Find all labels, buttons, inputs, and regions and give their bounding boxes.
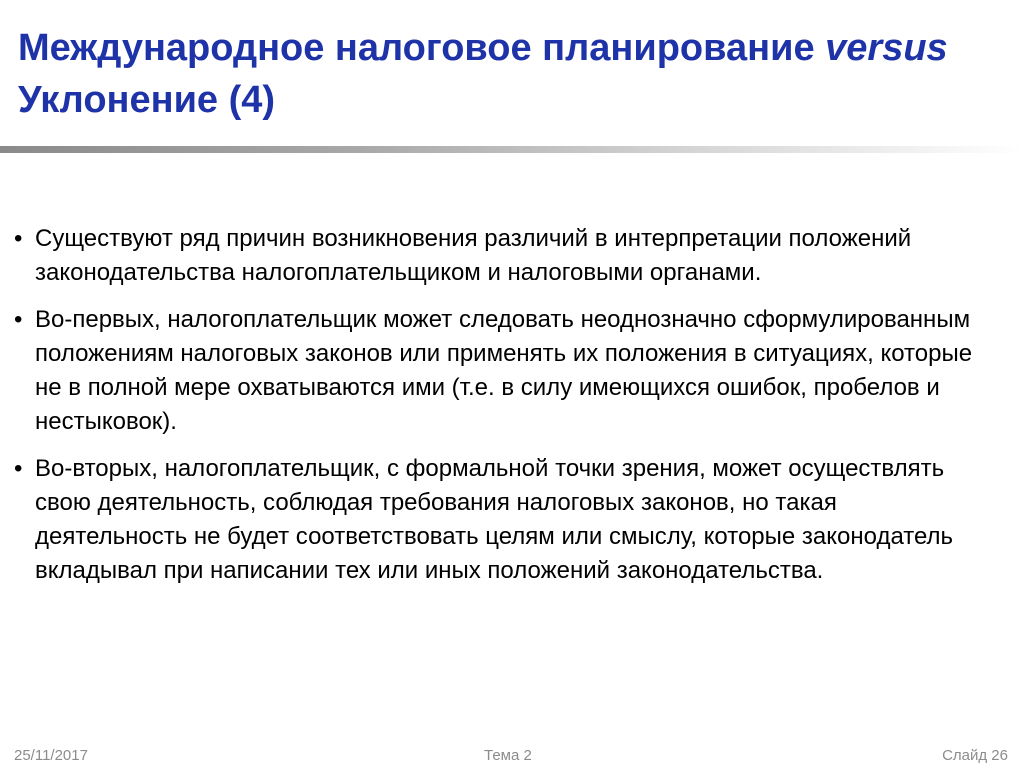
bullet-item [14,303,994,439]
slide-title-part1: Международное налоговое планирование [18,27,826,69]
footer-date: 25/11/2017 [14,747,88,764]
footer-slide-number: Слайд 26 [942,747,1008,764]
title-divider [0,146,1024,153]
bullet-icon: • [14,225,23,252]
bullet-item [14,222,994,290]
bullet-item [14,452,994,588]
slide-title-italic: versus [825,27,948,69]
bullet-list [14,222,994,601]
bullet-icon: • [14,455,23,482]
bullet-icon: • [14,306,23,333]
slide-title-part2: Уклонение (4) [18,79,276,121]
bullet-text: Во-вторых, налогоплательщик, с формальной точки зрения, может осуществлять свою деятельность, соблюдая требования налоговых законов, но такая деятельность не будет соответствовать целям или смыслу, которые законодатель вкладывал при написании тех или иных положений законодательства. [35,455,954,584]
bullet-text: Существуют ряд причин возникновения различий в интерпретации положений законодательства налогоплательщиком и налоговыми органами. [35,225,912,286]
footer-topic: Тема 2 [484,747,532,764]
bullet-text: Во-первых, налогоплательщик может следовать неоднозначно сформулированным положениям налоговых законов или применять их положения в ситуациях, которые не в полной мере охватываются ими (т.е. в силу имеющихся ошибок, пробелов и нестыковок). [35,306,973,435]
slide-title [18,22,998,126]
